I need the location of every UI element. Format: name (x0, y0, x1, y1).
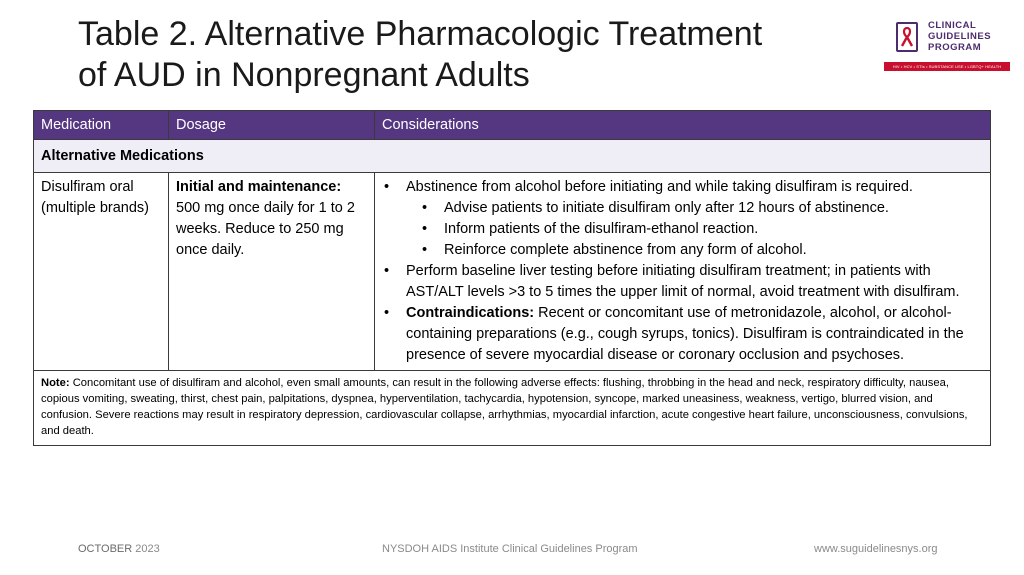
logo-frame (896, 22, 918, 52)
logo-line-2: GUIDELINES (928, 31, 992, 42)
list-item: • Perform baseline liver testing before initiating disulfiram treatment; in patients with AST/ALT levels >3 to 5 times the upper limit of normal, avoid treatment with disulfiram. (382, 261, 983, 303)
treatment-table (33, 110, 991, 446)
footer-url[interactable]: www.suguidelinesnys.org (814, 543, 938, 555)
page-title (78, 14, 838, 96)
sub-list-item: • Advise patients to initiate disulfiram only after 12 hours of abstinence. (382, 198, 983, 219)
dosage-text: 500 mg once daily for 1 to 2 weeks. Reduce to 250 mg once daily. (176, 200, 355, 258)
contraindications-label: Contraindications: (406, 305, 535, 321)
note-cell (34, 371, 991, 446)
list-item (382, 303, 983, 366)
considerations-list (382, 177, 983, 366)
note-text: Concomitant use of disulfiram and alcohol, even small amounts, can result in the following adverse effects: flushing, throbbing in the head and neck, respiratory difficulty, nausea, copious vomiting, sweating, thirst, chest pain, palpitations, dyspnea, hyperventilation, tachycardia, hypotension, syncope, marked uneasiness, weakness, vertigo, blurred vision, and confusion. Severe reactions may result in respiratory depression, cardiovascular collapse, arrhythmias, myocardial infarction, acute congestive heart failure, unconsciousness, convulsions, and death. (41, 377, 968, 437)
note-row (34, 371, 991, 446)
sub-list-item: • Inform patients of the disulfiram-ethanol reaction. (382, 219, 983, 240)
table-row (34, 173, 991, 371)
considerations-cell (375, 173, 991, 371)
sub-list-item: • Reinforce complete abstinence from any form of alcohol. (382, 240, 983, 261)
red-ribbon-icon (900, 26, 914, 48)
footer-program: NYSDOH AIDS Institute Clinical Guidelines Program (382, 543, 638, 555)
section-row (34, 140, 991, 173)
table-header-row (34, 111, 991, 140)
contraindications-text: Recent or concomitant use of metronidazole, alcohol, or alcohol-containing preparations (e.g., cough syrups, tonics). Disulfiram is contraindicated in the presence of severe myocardial disease or coronary occlusion and psychoses. (406, 305, 964, 363)
list-item: • Abstinence from alcohol before initiating and while taking disulfiram is required. (382, 177, 983, 198)
note-label: Note: (41, 377, 70, 389)
medication-cell: Disulfiram oral (multiple brands) (34, 173, 169, 371)
section-label: Alternative Medications (34, 140, 991, 173)
logo-tagline: HIV • HCV • STIs • SUBSTANCE USE • LGBTQ+ HEALTH (884, 62, 1010, 71)
dosage-label: Initial and maintenance: (176, 179, 342, 195)
header-considerations: Considerations (375, 111, 991, 140)
program-logo (884, 18, 1012, 76)
logo-line-1: CLINICAL (928, 20, 977, 31)
header-dosage: Dosage (169, 111, 375, 140)
footer-month: OCTOBER (78, 543, 133, 555)
footer-year: 2023 (132, 543, 160, 555)
logo-wordmark (928, 20, 991, 53)
dosage-cell (169, 173, 375, 371)
footer-date (78, 543, 160, 555)
header-medication: Medication (34, 111, 169, 140)
logo-line-3: PROGRAM (928, 42, 982, 53)
title-line-1: Table 2. Alternative Pharmacologic Treatment (78, 15, 763, 53)
title-line-2: of AUD in Nonpregnant Adults (78, 56, 530, 94)
